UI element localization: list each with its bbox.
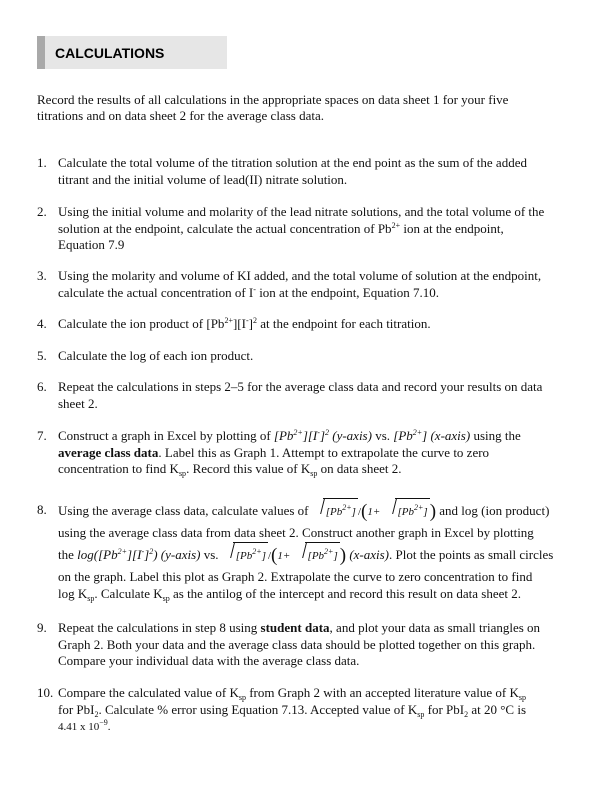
sqrt-expression: $[Pb^{2+}]$ [385, 498, 430, 524]
step-number: 9. [37, 620, 47, 635]
step-number: 7. [37, 428, 47, 443]
step-line: 4.41 x $10^{-9}$. [58, 718, 111, 733]
step-line: Calculate the ion product of $[Pb^{2+}][I^-]^2$ at the endpoint for each titration. [58, 316, 431, 331]
step-line: the $\log([Pb^{2+}][I^-]^2)$ (y-axis) vs. $[Pb^{2+}]$ $/(1+ [Pb^{2+}]$ ) (x-axis). Plot the points as small circles [58, 542, 583, 568]
step-line: Using the molarity and volume of KI added, and the total volume of solution at the endpoint, [58, 268, 542, 283]
step-line: solution at the endpoint, calculate the actual concentration of $Pb^{2+}$ ion at the endpoint, [58, 220, 504, 236]
step-line: on the graph. Label this plot as Graph 2. Extrapolate the curve to zero concentration to find [58, 569, 533, 584]
step-line: Calculate the total volume of the titration solution at the end point as the sum of the added [58, 155, 527, 170]
step-line: Compare the calculated value of $K_{sp}$ from Graph 2 with an accepted literature value of $K_{sp}$ [58, 685, 526, 702]
step-number: 2. [37, 204, 47, 219]
step-line: Equation 7.9 [58, 237, 125, 252]
step-line: Using the initial volume and molarity of the lead nitrate solutions, and the total volume of the [58, 204, 545, 219]
step-line: sheet 2. [58, 395, 98, 411]
step-line: concentration to find $K_{sp}$. Record this value of $K_{sp}$ on data sheet 2. [58, 461, 402, 478]
intro-paragraph [37, 92, 577, 124]
step-line: using the average class data from data sheet 2. Construct another graph in Excel by plotting [58, 525, 534, 540]
step-line: Construct a graph in Excel by plotting of $[Pb^{2+}][I^-]^2$ (y-axis) vs. $[Pb^{2+}]$ (x-axis) using the [58, 428, 521, 443]
intro-line: Record the results of all calculations in the appropriate spaces on data sheet 1 for your five [37, 92, 509, 107]
step-number: 10. [37, 685, 54, 700]
step-line: Compare your individual data with the average class data. [58, 653, 360, 668]
step-number: 1. [37, 155, 47, 170]
step-number: 6. [37, 379, 47, 394]
step-line: average class data. Label this as Graph 1. Attempt to extrapolate the curve to zero [58, 444, 490, 460]
step-line: Repeat the calculations in step 8 using student data, and plot your data as small triangles on [58, 620, 541, 635]
step-line: calculate the actual concentration of I- ion at the endpoint, Equation 7.10. [58, 284, 439, 300]
section-header-accent [37, 36, 45, 69]
step-line: Repeat the calculations in steps 2–5 for the average class data and record your results on data [58, 379, 543, 394]
intro-line: titrations and on data sheet 2 for the average class data. [37, 108, 324, 123]
step-number: 4. [37, 316, 47, 331]
step-line: titrant and the initial volume of lead(II) nitrate solution. [58, 171, 348, 187]
step-line: $\log K_{sp}$. Calculate $K_{sp}$ as the antilog of the intercept and record this result on data sheet 2. [58, 586, 521, 603]
step-number: 3. [37, 268, 47, 283]
step-line: for PbI$_2$. Calculate % error using Equation 7.13. Accepted value of $K_{sp}$ for PbI$_2$ at 20 °C is [58, 701, 527, 719]
sqrt-expression: $[Pb^{2+}]$ [313, 498, 358, 524]
step-line: Graph 2. Both your data and the average class data should be plotted together on this graph. [58, 636, 536, 652]
step-line: Using the average class data, calculate values of $[Pb^{2+}]$ $/(1+ [Pb^{2+}]$ ) and log (ion product) [58, 498, 583, 524]
sqrt-expression: $[Pb^{2+}]$ [223, 542, 268, 568]
step-line: Calculate the log of each ion product. [58, 348, 254, 363]
step-number: 8. [37, 502, 47, 517]
sqrt-expression: $[Pb^{2+}]$ [295, 542, 340, 568]
step-number: 5. [37, 348, 47, 363]
section-title: CALCULATIONS [55, 45, 165, 61]
